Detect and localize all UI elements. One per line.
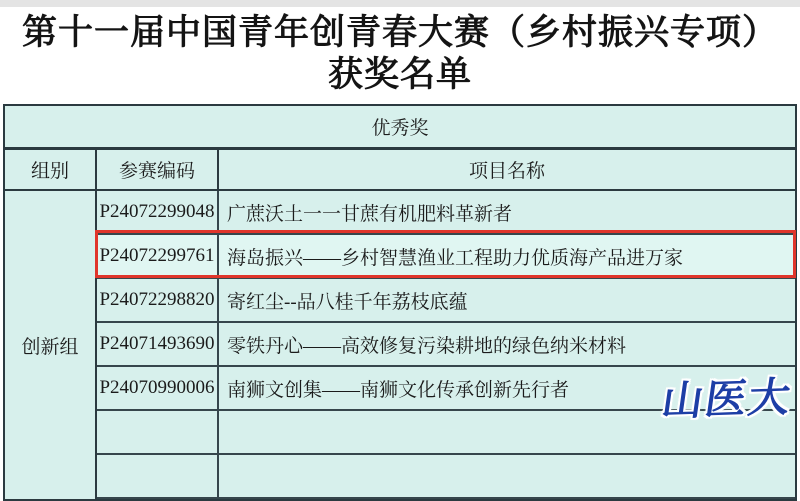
watermark-logo: 山医大 [658, 373, 796, 425]
entry-code-cell [97, 323, 219, 365]
project-name: 广蔗沃土一一甘蔗有机肥料革新者 [227, 203, 513, 225]
page-title [0, 12, 800, 96]
entry-code-cell [97, 191, 219, 233]
table-body-rows [97, 191, 795, 499]
column-header-group: 组别 [5, 150, 97, 189]
award-tier-header [5, 106, 795, 150]
entry-code: P24071493690 [99, 333, 215, 354]
page-top-edge [0, 0, 800, 7]
page-title-line2: 获奖名单 [327, 55, 472, 94]
table-row [97, 323, 795, 367]
entry-code: P24072299761 [99, 245, 215, 266]
project-name: 海岛振兴——乡村智慧渔业工程助力优质海产品进万家 [227, 247, 684, 269]
project-name-cell [219, 191, 795, 233]
column-header-code: 参赛编码 [97, 150, 219, 189]
entry-code-cell [97, 279, 219, 321]
project-name-cell [219, 235, 795, 277]
column-header-project: 项目名称 [468, 161, 545, 182]
table-row [97, 455, 795, 499]
award-tier-label: 优秀奖 [371, 118, 429, 139]
entry-code: P24072299048 [99, 201, 215, 222]
entry-code: P24072298820 [99, 289, 215, 310]
entry-code-cell [97, 455, 219, 497]
entry-code-cell [97, 367, 219, 409]
project-name: 南狮文创集——南狮文化传承创新先行者 [227, 379, 570, 401]
table-row [97, 279, 795, 323]
project-name: 零铁丹心——高效修复污染耕地的绿色纳米材料 [227, 335, 627, 357]
table-body [5, 191, 795, 499]
group-cell [5, 191, 97, 499]
project-name-cell [219, 279, 795, 321]
page-title-line1: 第十一届中国青年创青春大赛（乡村振兴专项） [21, 13, 778, 52]
table-column-headers [5, 150, 795, 191]
award-table [3, 104, 797, 501]
entry-code-cell [97, 411, 219, 453]
project-name-cell [219, 455, 795, 497]
project-name: 寄红尘--品八桂千年荔枝底蕴 [227, 291, 468, 313]
table-row [97, 235, 795, 279]
table-row [97, 191, 795, 235]
entry-code-cell [97, 235, 219, 277]
group-label: 创新组 [21, 336, 79, 358]
entry-code: P24070990006 [99, 377, 215, 398]
project-name-cell [219, 323, 795, 365]
